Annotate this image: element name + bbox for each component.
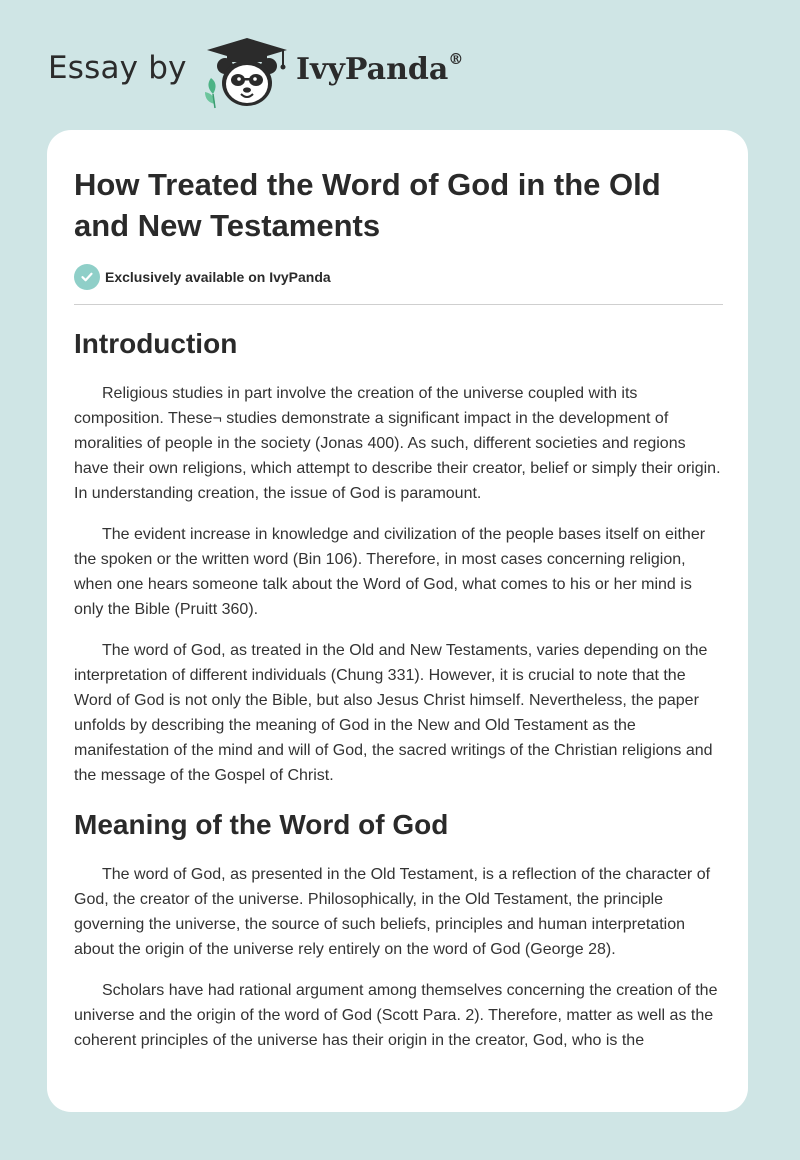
ivypanda-brand[interactable] (296, 52, 463, 87)
paragraph: The word of God, as treated in the Old and New Testaments, varies depending on the interpretation of different individuals (Chung 331). However, it is crucial to note that the Word of God is not only the Bible, but also Jesus Christ himself. Nevertheless, the paper unfolds by describing the meaning of God in the New and Old Testament as the manifestation of the mind and will of God, the sacred writings of the Christian religions and the message of the Gospel of Christ. (74, 642, 713, 784)
essay-title: How Treated the Word of God in the Old and New Testaments (74, 167, 661, 243)
essay-content (74, 164, 723, 1053)
section-heading-introduction: Introduction (74, 328, 238, 359)
exclusive-badge (74, 264, 723, 290)
essay-by-label: Essay by (48, 50, 187, 86)
site-header (0, 0, 800, 125)
paragraph: The evident increase in knowledge and civilization of the people bases itself on either the spoken or the written word (Bin 106). Therefore, in most cases concerning religion, when one hears someone talk about the Word of God, what comes to his or her mind is only the Bible (Pruitt 360). (74, 526, 706, 618)
registered-mark: ® (448, 50, 464, 68)
paragraph: Religious studies in part involve the creation of the universe coupled with its composition. These¬ studies demonstrate a significant impact in the development of moralities of people in the society (Jonas 400). As such, different societies and regions have their own religions, which attempt to describe their creator, belief or simply their origin. In understanding creation, the issue of God is paramount. (74, 385, 721, 502)
essay-card (47, 130, 748, 1112)
exclusive-badge-label: Exclusively available on IvyPanda (105, 269, 331, 285)
title-divider (74, 304, 723, 305)
ivypanda-logo-icon[interactable] (203, 36, 295, 110)
paragraph: Scholars have had rational argument among themselves concerning the creation of the universe and the origin of the word of God (Scott Para. 2). Therefore, matter as well as the coherent principles of the universe has their origin in the creator, God, who is the (74, 982, 718, 1049)
check-icon (74, 264, 100, 290)
section-heading-meaning: Meaning of the Word of God (74, 809, 449, 840)
paragraph: The word of God, as presented in the Old Testament, is a reflection of the character of God, the creator of the universe. Philosophically, in the Old Testament, the principle governing the universe, the source of such beliefs, principles and human interpretation about the origin of the universe rely entirely on the word of God (George 28). (74, 866, 711, 958)
brand-name: IvyPanda (296, 52, 449, 87)
